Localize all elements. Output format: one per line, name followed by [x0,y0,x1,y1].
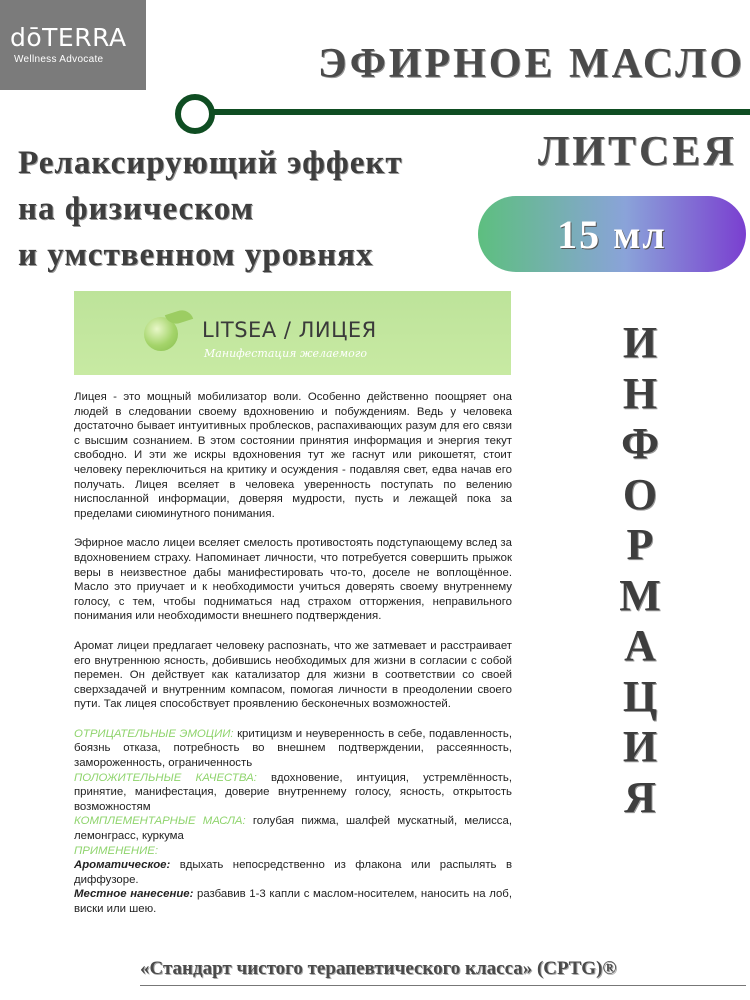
page-title: ЭФИРНОЕ МАСЛО [318,41,746,87]
positive-qualities-label: ПОЛОЖИТЕЛЬНЫЕ КАЧЕСТВА: [74,771,257,784]
divider-line [178,109,750,115]
vertical-word-information [610,318,670,823]
brand-logo [0,0,146,90]
negative-emotions-label: ОТРИЦАТЕЛЬНЫЕ ЭМОЦИИ: [74,727,234,740]
topical-usage [74,887,512,916]
logo-brand-text: dōTERRA [10,23,127,52]
topical-text: разбавив 1-3 капли с маслом-носителем, наносить на лоб, виски или шею. [74,888,512,915]
vertical-letter: Н [622,368,658,418]
vertical-letter: М [619,570,661,620]
vertical-letter: О [622,469,658,519]
positive-qualities-text: вдохновение, интуиция, устремлённость, принятие, манифестация, доверие внутреннему голосу, ясность, открытость возможностям [74,771,512,813]
vertical-letter: Ф [621,419,659,468]
divider-circle-icon [175,94,215,134]
quality-standard: «Стандарт чистого терапевтического класса» (CPTG)® [140,958,617,979]
aromatic-text: вдыхать непосредственно из флакона или распылять в диффузоре. [74,859,512,886]
subtitle-line: Релаксирующий эффект [18,145,403,181]
paragraph: Лицея - это мощный мобилизатор воли. Особенно действенно поощряет она людей в следовании своему вдохновению и побуждениям. Ведь у человека достаточно бывает интуитивных проблесков, распахивающих разум для его связи с высшим сознанием. В этом состоянии принятия информация и энергия текут свободно. И эти же искры вдохновения тут же гаснут или рикошетят, стоит человеку переключиться на критику и осуждения - подавляя свет, едва начав его получать. Лицея вселяет в человека уверенность поступать по велению ниспосланной информации, доверяя мудрости, пусть и лежащей пока за пределами сиюминутного понимания. [74,391,512,520]
paragraph: Эфирное масло лицеи вселяет смелость противостоять подступающему вслед за вдохновением страху. Напоминает личности, что потребуется совершить прыжок веры в неизвестное дабы манифестировать что-то, доселе не воплощённое. Масло это приучает и к необходимости учиться доверять своему внутреннему голосу, с тем, чтобы подниматься над страхом отторжения, неправильного понимания или необходимости внешнего подтверждения. [74,537,512,623]
topical-label: Местное нанесение: [74,888,194,901]
banner-subtitle: Манифестация желаемого [204,347,367,360]
logo-subtext: Wellness Advocate [14,54,104,65]
complementary-oils-text: голубая пижма, шалфей мускатный, мелисса, лемонграсс, куркума [74,815,512,843]
aromatic-usage [74,858,512,887]
vertical-letter: Р [626,520,654,569]
usage-label: ПРИМЕНЕНИЕ: [74,844,159,857]
usage-heading [74,844,512,859]
subtitle-line: и умственном уровнях [18,237,374,273]
negative-emotions-text: критицизм и неуверенность в себе, подавленность, боязнь отказа, потребность во внешнем подтверждении, рассеянность, замороженность, ограниченность [74,727,512,770]
aromatic-label: Ароматическое: [74,859,171,872]
vertical-letter: Ц [622,671,658,721]
vertical-letter: Я [624,772,656,822]
product-banner [74,291,511,375]
subtitle [18,140,478,278]
description-text [74,390,512,917]
vertical-letter: И [622,318,658,367]
volume-badge [478,196,746,272]
paragraph: Аромат лицеи предлагает человеку распознать, что же затмевает и расстраивает его внутреннюю ясность, добившись необходимых для жизни в согласии с собой перемен. Он действует как катализатор для жизни в соответствии со своей сверхзадачей и внутренним компасом, помогая личности в преодолении своего пути. Так лицея способствует проявлению бесконечных возможностей. [74,639,512,711]
vertical-letter: А [624,621,656,670]
product-name: ЛИТСЕЯ [538,129,737,175]
complementary-oils [74,814,512,843]
positive-qualities [74,771,512,815]
subtitle-line: на физическом [18,191,255,227]
standard-underline [140,985,746,986]
complementary-oils-label: КОМПЛЕМЕНТАРНЫЕ МАСЛА: [74,815,246,828]
volume-label: 15 мл [557,211,667,257]
vertical-letter: И [622,722,658,771]
negative-emotions [74,727,512,771]
banner-title: LITSEA / ЛИЦЕЯ [202,318,377,342]
